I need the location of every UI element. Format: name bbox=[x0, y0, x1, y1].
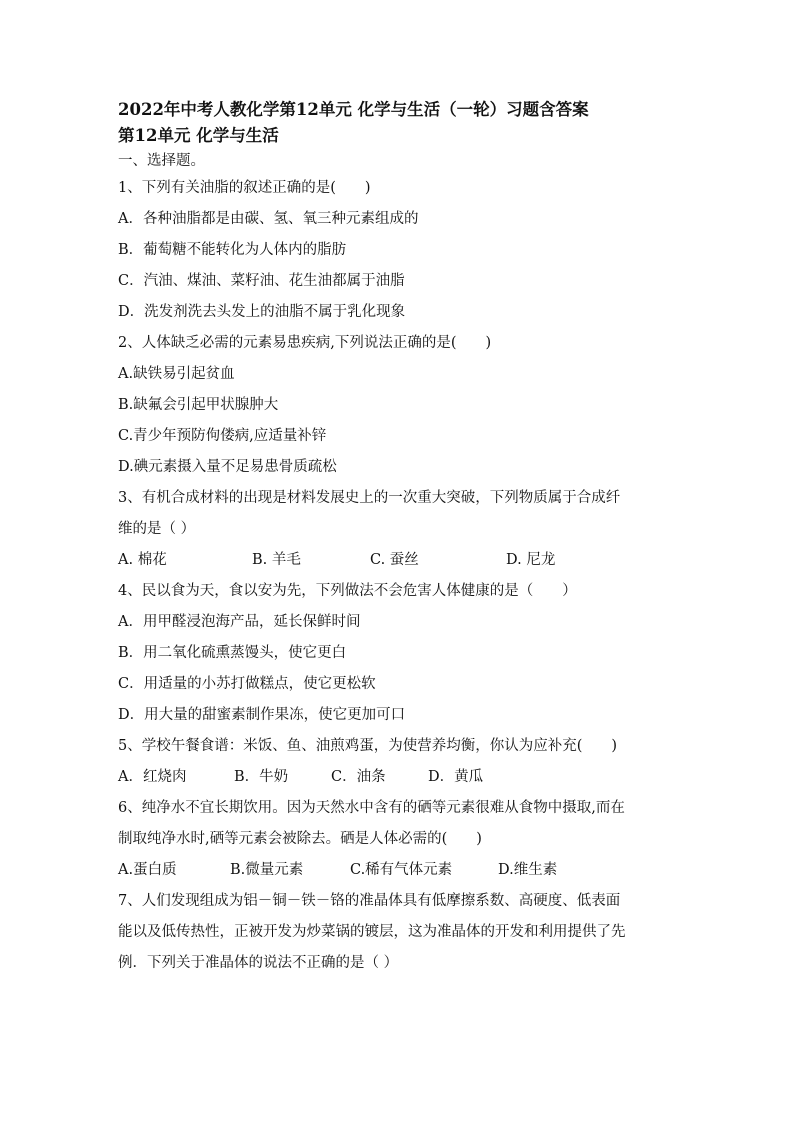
question-5-option-a: A．红烧肉 bbox=[118, 769, 187, 785]
question-3-option-a: A. 棉花 bbox=[118, 552, 167, 568]
question-5-options bbox=[118, 762, 678, 793]
question-6-options bbox=[118, 855, 678, 886]
question-6-stem-line-2: 制取纯净水时,硒等元素会被除去。硒是人体必需的( ) bbox=[118, 831, 482, 847]
question-1-option-b: B．葡萄糖不能转化为人体内的脂肪 bbox=[118, 242, 347, 258]
question-3-stem-line-2: 维的是（ ） bbox=[118, 521, 196, 537]
question-2-option-b: B.缺氟会引起甲状腺肿大 bbox=[118, 397, 279, 413]
question-2-option-a: A.缺铁易引起贫血 bbox=[118, 366, 235, 382]
question-7-stem-line-3: 例．下列关于准晶体的说法不正确的是（ ） bbox=[118, 955, 399, 971]
question-7-stem-line-1: 7、人们发现组成为铝－铜－铁－铬的准晶体具有低摩擦系数、高硬度、低表面 bbox=[118, 893, 621, 909]
question-6-option-b: B.微量元素 bbox=[230, 862, 304, 878]
question-3-option-b: B. 羊毛 bbox=[252, 552, 301, 568]
question-3-stem-line-1: 3、有机合成材料的出现是材料发展史上的一次重大突破，下列物质属于合成纤 bbox=[118, 490, 621, 506]
question-5-option-b: B．牛奶 bbox=[234, 769, 289, 785]
document-title: 2022年中考人教化学第12单元 化学与生活（一轮）习题含答案 bbox=[118, 100, 589, 119]
question-6-option-d: D.维生素 bbox=[498, 862, 558, 878]
question-1-stem: 1、下列有关油脂的叙述正确的是( ) bbox=[118, 180, 371, 196]
question-1-option-c: C．汽油、煤油、菜籽油、花生油都属于油脂 bbox=[118, 273, 405, 289]
question-6-option-c: C.稀有气体元素 bbox=[350, 862, 453, 878]
question-7-stem-line-2: 能以及低传热性，正被开发为炒菜锅的镀层，这为准晶体的开发和利用提供了先 bbox=[118, 924, 626, 940]
question-4-stem: 4、民以食为天，食以安为先，下列做法不会危害人体健康的是（ ） bbox=[118, 583, 577, 599]
question-4-option-d: D．用大量的甜蜜素制作果冻，使它更加可口 bbox=[118, 707, 406, 723]
question-4-option-c: C．用适量的小苏打做糕点，使它更松软 bbox=[118, 676, 376, 692]
question-5-option-d: D．黄瓜 bbox=[428, 769, 484, 785]
document-body bbox=[118, 97, 678, 979]
question-5-stem: 5、学校午餐食谱：米饭、鱼、油煎鸡蛋，为使营养均衡，你认为应补充( ) bbox=[118, 738, 618, 754]
question-5-option-c: C．油条 bbox=[331, 769, 386, 785]
question-1-option-d: D．洗发剂洗去头发上的油脂不属于乳化现象 bbox=[118, 304, 406, 320]
question-6-option-a: A.蛋白质 bbox=[118, 862, 177, 878]
question-3-option-c: C. 蚕丝 bbox=[370, 552, 419, 568]
question-4-option-b: B．用二氧化硫熏蒸馒头，使它更白 bbox=[118, 645, 347, 661]
unit-subtitle: 第12单元 化学与生活 bbox=[118, 126, 279, 145]
question-4-option-a: A．用甲醛浸泡海产品，延长保鲜时间 bbox=[118, 614, 361, 630]
question-2-stem: 2、人体缺乏必需的元素易患疾病,下列说法正确的是( ) bbox=[118, 335, 492, 351]
question-3-options bbox=[118, 545, 678, 576]
question-3-option-d: D. 尼龙 bbox=[506, 552, 556, 568]
question-6-stem-line-1: 6、纯净水不宜长期饮用。因为天然水中含有的硒等元素很难从食物中摄取,而在 bbox=[118, 800, 625, 816]
question-2-option-c: C.青少年预防佝偻病,应适量补锌 bbox=[118, 428, 327, 444]
question-1-option-a: A．各种油脂都是由碳、氢、氧三种元素组成的 bbox=[118, 211, 419, 227]
question-2-option-d: D.碘元素摄入量不足易患骨质疏松 bbox=[118, 459, 337, 475]
section-heading: 一、选择题。 bbox=[118, 153, 205, 169]
